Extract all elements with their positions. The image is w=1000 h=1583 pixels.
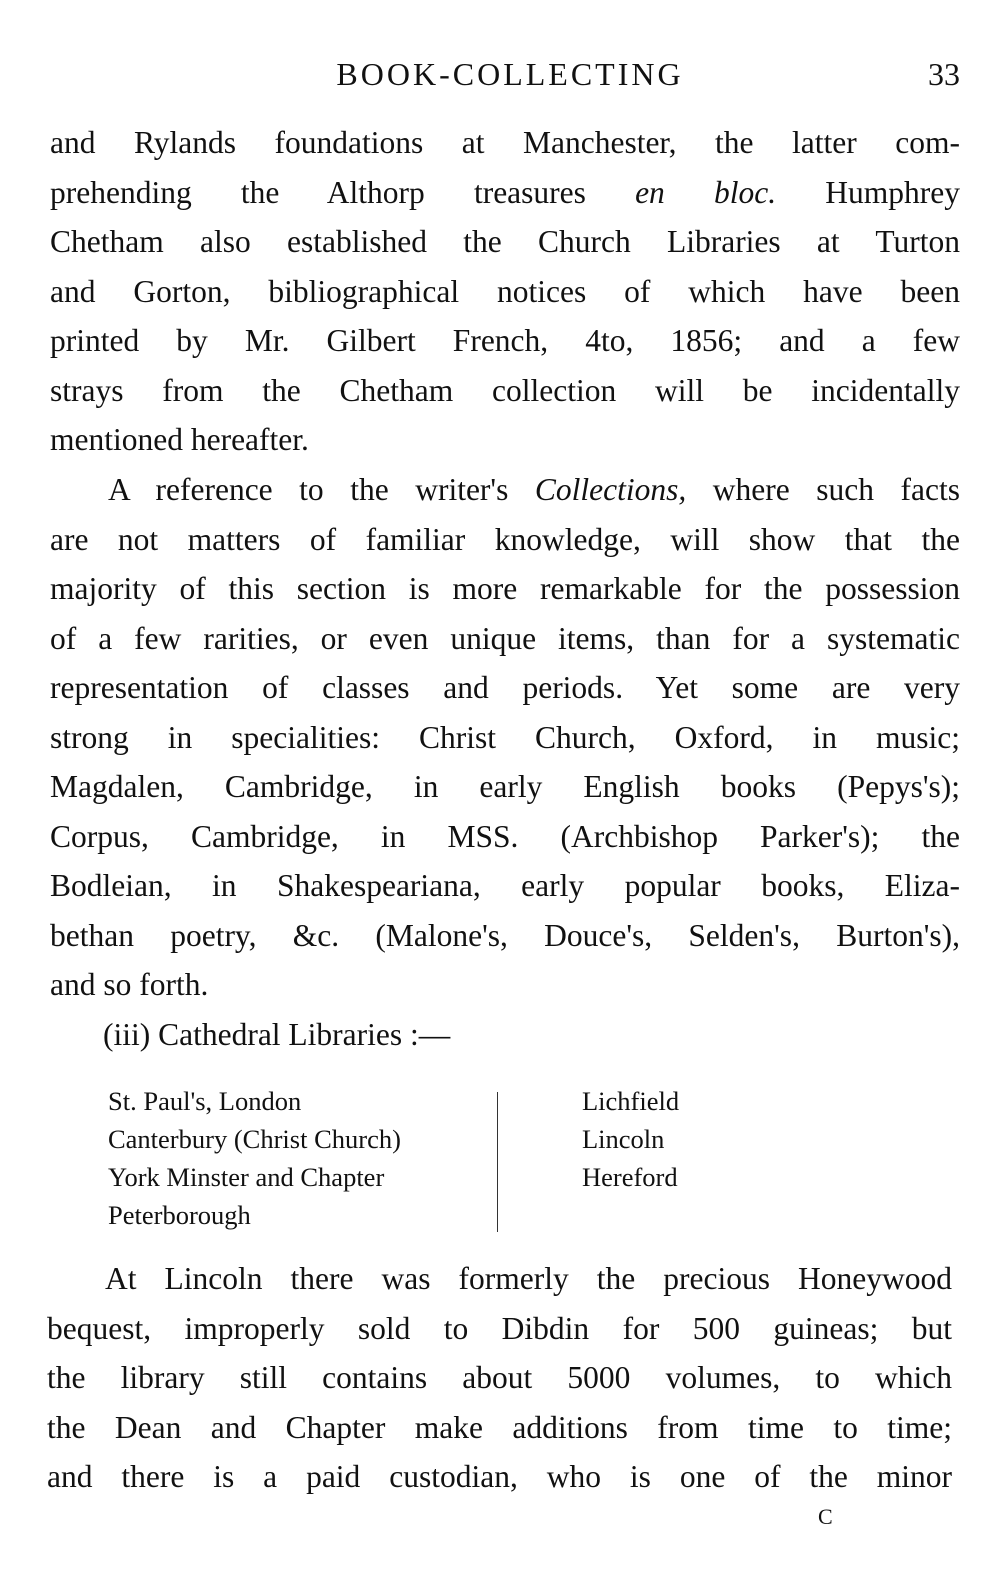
signature-mark: C — [818, 1504, 833, 1529]
list-item: Lichfield — [582, 1086, 680, 1116]
list-column-left — [108, 1082, 401, 1234]
paragraph-3 — [47, 1254, 952, 1502]
list-column-right — [582, 1082, 679, 1196]
text-line: prehending the Althorp treasures en bloc. Humphrey — [50, 174, 960, 210]
list-item: Peterborough — [108, 1200, 251, 1230]
cathedral-libraries-list — [0, 1082, 1000, 1242]
text-line: the Dean and Chapter make additions from time to time; — [47, 1409, 952, 1445]
text-line: and so forth. — [50, 967, 209, 1002]
text-line: printed by Mr. Gilbert French, 4to, 1856; and a few — [50, 323, 960, 358]
page-number: 33 — [928, 56, 960, 92]
list-item: Lincoln — [582, 1124, 665, 1154]
list-item: Hereford — [582, 1162, 678, 1192]
italic-phrase: Collections, — [534, 472, 687, 507]
section-heading: (iii) Cathedral Libraries :— — [103, 1017, 451, 1052]
text-line: bethan poetry, &c. (Malone's, Douce's, Selden's, Burton's), — [50, 917, 960, 953]
paragraph-2 — [50, 465, 960, 1010]
text-line: Corpus, Cambridge, in MSS. (Archbishop Parker's); the — [50, 818, 960, 854]
running-title: BOOK-COLLECTING — [336, 56, 684, 92]
column-divider — [497, 1092, 498, 1232]
text-line: Chetham also established the Church Libraries at Turton — [50, 224, 960, 259]
list-item: Canterbury (Christ Church) — [108, 1124, 401, 1154]
paragraph-1 — [50, 118, 960, 465]
running-head — [0, 52, 1000, 96]
text-line: Magdalen, Cambridge, in early English books (Pepys's); — [50, 769, 960, 804]
text-line: bequest, improperly sold to Dibdin for 500 guineas; but — [47, 1310, 952, 1346]
text-line: of a few rarities, or even unique items, than for a systematic — [50, 620, 960, 656]
text-line: and Gorton, bibliographical notices of which have been — [50, 273, 960, 309]
text-line: the library still contains about 5000 volumes, to which — [47, 1360, 952, 1395]
text-line: representation of classes and periods. Yet some are very — [50, 670, 960, 705]
text-line: At Lincoln there was formerly the precious Honeywood — [105, 1261, 952, 1296]
text-line: and Rylands foundations at Manchester, the latter com- — [50, 125, 960, 160]
text-line: strays from the Chetham collection will be incidentally — [50, 372, 960, 408]
text-line: strong in specialities: Christ Church, Oxford, in music; — [50, 719, 960, 755]
text-line: are not matters of familiar knowledge, will show that the — [50, 521, 960, 557]
text-line: Bodleian, in Shakespeariana, early popular books, Eliza- — [50, 868, 960, 903]
text-line: majority of this section is more remarkable for the possession — [50, 571, 960, 606]
italic-phrase: en bloc. — [635, 174, 777, 210]
list-item: York Minster and Chapter — [108, 1162, 385, 1192]
text-line: mentioned hereafter. — [50, 422, 309, 457]
section-heading-block — [50, 1010, 960, 1060]
text-line: and there is a paid custodian, who is one of the minor — [47, 1459, 952, 1494]
text-line: A reference to the writer's Collections, where such facts — [108, 472, 960, 507]
list-item: St. Paul's, London — [108, 1086, 302, 1116]
